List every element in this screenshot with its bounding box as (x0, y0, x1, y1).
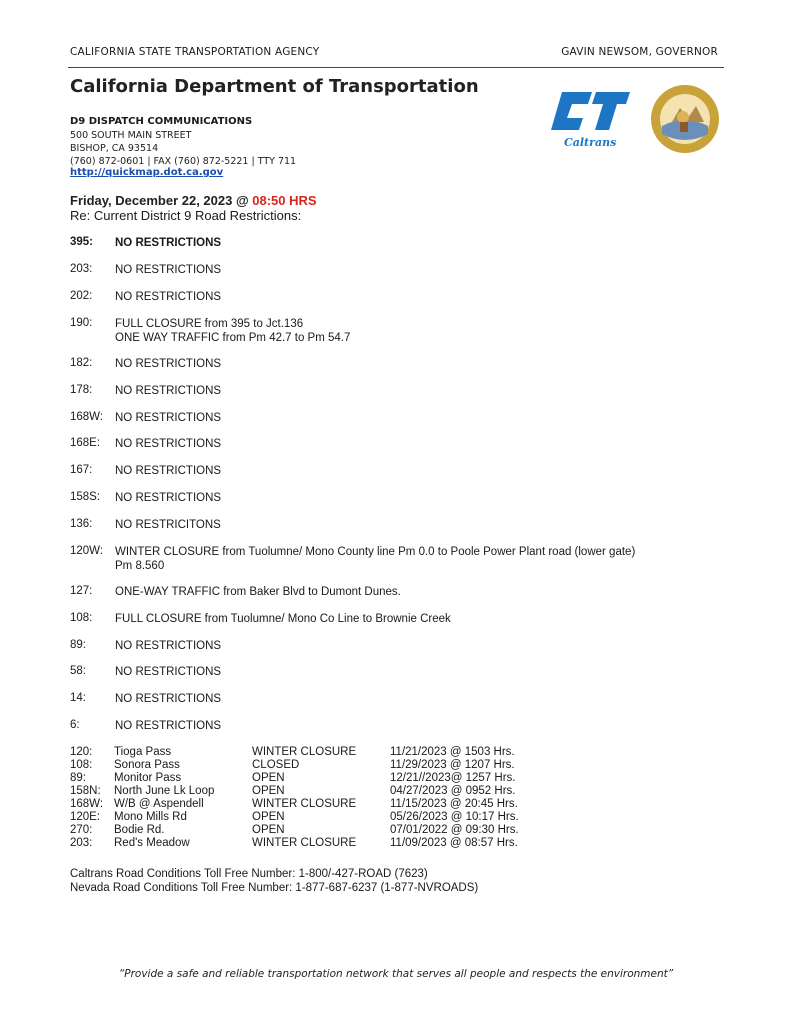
pass-updated: 12/21//2023@ 1257 Hrs. (390, 772, 516, 784)
route-status: WINTER CLOSURE from Tuolumne/ Mono County line Pm 0.0 to Poole Power Plant road (lower gate) (115, 546, 636, 558)
governor-name: GAVIN NEWSOM, GOVERNOR (561, 46, 718, 58)
route-number: 395: (70, 236, 94, 248)
route-status: ONE WAY TRAFFIC from Pm 42.7 to Pm 54.7 (115, 332, 351, 344)
pass-status: OPEN (252, 785, 285, 797)
pass-route: 158N: (70, 785, 101, 797)
route-status: NO RESTRICITONS (115, 519, 221, 531)
route-status: NO RESTRICTIONS (115, 291, 222, 303)
route-status: NO RESTRICTIONS (115, 385, 222, 397)
pass-status: CLOSED (252, 759, 300, 771)
route-number: 108: (70, 612, 93, 624)
address-line-1: 500 SOUTH MAIN STREET (70, 130, 192, 141)
route-status: NO RESTRICTIONS (115, 720, 222, 732)
pass-status: OPEN (252, 824, 285, 836)
route-number: 167: (70, 464, 93, 476)
nevada-phone: Nevada Road Conditions Toll Free Number: 1-877-687-6237 (1-877-NVROADS) (70, 882, 479, 894)
department-title: California Department of Transportation (70, 76, 479, 97)
route-number: 168W: (70, 411, 104, 423)
route-number: 136: (70, 518, 93, 530)
route-status: NO RESTRICTIONS (115, 438, 222, 450)
route-status: NO RESTRICTIONS (115, 465, 222, 477)
pass-route: 270: (70, 824, 93, 836)
pass-status: WINTER CLOSURE (252, 837, 357, 849)
address-line-3: (760) 872-0601 | FAX (760) 872-5221 | TTY 711 (70, 156, 297, 167)
pass-route: 120: (70, 746, 93, 758)
pass-route: 168W: (70, 798, 104, 810)
route-number: 120W: (70, 545, 104, 557)
pass-status: OPEN (252, 811, 285, 823)
pass-name: W/B @ Aspendell (114, 798, 204, 810)
pass-updated: 11/15/2023 @ 20:45 Hrs. (390, 798, 518, 810)
route-number: 202: (70, 290, 93, 302)
route-status: NO RESTRICTIONS (115, 693, 222, 705)
route-status: NO RESTRICTIONS (115, 358, 222, 370)
pass-status: WINTER CLOSURE (252, 746, 357, 758)
route-status: NO RESTRICTIONS (115, 492, 222, 504)
route-status: NO RESTRICTIONS (115, 264, 222, 276)
route-number: 158S: (70, 491, 101, 503)
route-status: ONE-WAY TRAFFIC from Baker Blvd to Dumont Dunes. (115, 586, 401, 598)
pass-status: WINTER CLOSURE (252, 798, 357, 810)
pass-route: 89: (70, 772, 86, 784)
header-rule (68, 67, 724, 68)
pass-name: Red's Meadow (114, 837, 190, 849)
pass-route: 120E: (70, 811, 101, 823)
pass-updated: 11/21/2023 @ 1503 Hrs. (390, 746, 515, 758)
pass-name: Monitor Pass (114, 772, 182, 784)
route-status: FULL CLOSURE from Tuolumne/ Mono Co Line to Brownie Creek (115, 613, 451, 625)
pass-name: North June Lk Loop (114, 785, 215, 797)
pass-route: 108: (70, 759, 93, 771)
address-line-2: BISHOP, CA 93514 (70, 143, 159, 154)
route-number: 203: (70, 263, 93, 275)
report-subject: Re: Current District 9 Road Restrictions: (70, 208, 302, 223)
route-status: NO RESTRICTIONS (115, 412, 222, 424)
route-status: Pm 8.560 (115, 560, 165, 572)
pass-updated: 11/29/2023 @ 1207 Hrs. (390, 759, 515, 771)
mission-statement: “Provide a safe and reliable transportation network that serves all people and respects the environment” (118, 968, 674, 980)
pass-route: 203: (70, 837, 93, 849)
route-number: 58: (70, 665, 86, 677)
route-number: 127: (70, 585, 93, 597)
pass-name: Sonora Pass (114, 759, 180, 771)
route-number: 6: (70, 719, 80, 731)
pass-updated: 04/27/2023 @ 0952 Hrs. (390, 785, 516, 797)
quickmap-link[interactable]: http://quickmap.dot.ca.gov (70, 167, 224, 178)
route-number: 182: (70, 357, 93, 369)
pass-name: Mono Mills Rd (114, 811, 187, 823)
route-status: NO RESTRICTIONS (115, 237, 222, 249)
report-time: 08:50 HRS (252, 193, 317, 208)
agency-name: CALIFORNIA STATE TRANSPORTATION AGENCY (70, 46, 320, 58)
route-status: FULL CLOSURE from 395 to Jct.136 (115, 318, 304, 330)
report-date (70, 193, 317, 208)
pass-updated: 07/01/2022 @ 09:30 Hrs. (390, 824, 519, 836)
caltrans-logo (548, 86, 632, 152)
route-status: NO RESTRICTIONS (115, 640, 222, 652)
pass-updated: 05/26/2023 @ 10:17 Hrs. (390, 811, 519, 823)
dispatch-name: D9 DISPATCH COMMUNICATIONS (70, 116, 253, 127)
pass-updated: 11/09/2023 @ 08:57 Hrs. (390, 837, 518, 849)
route-number: 178: (70, 384, 93, 396)
pass-name: Tioga Pass (114, 746, 172, 758)
report-date-text: Friday, December 22, 2023 @ (70, 193, 253, 208)
route-number: 190: (70, 317, 93, 329)
route-number: 89: (70, 639, 86, 651)
caltrans-phone: Caltrans Road Conditions Toll Free Number: 1-800/-427-ROAD (7623) (70, 868, 428, 880)
pass-name: Bodie Rd. (114, 824, 165, 836)
pass-status: OPEN (252, 772, 285, 784)
route-number: 14: (70, 692, 86, 704)
caltrans-wordmark: Caltrans (564, 136, 617, 149)
state-seal-icon (650, 84, 720, 154)
route-number: 168E: (70, 437, 101, 449)
route-status: NO RESTRICTIONS (115, 666, 222, 678)
